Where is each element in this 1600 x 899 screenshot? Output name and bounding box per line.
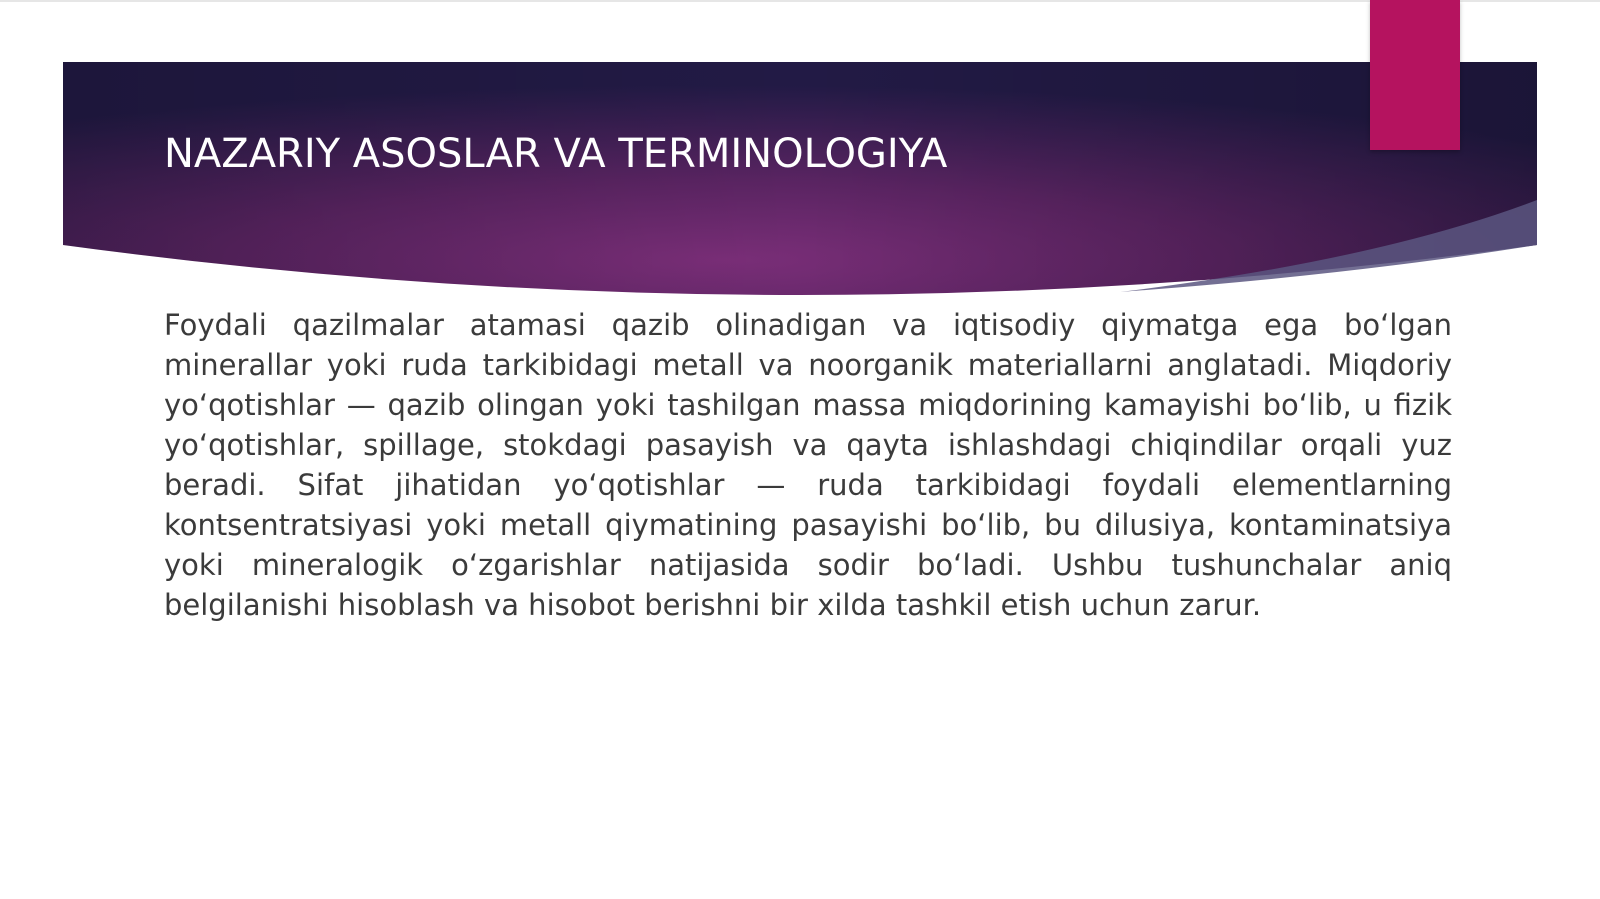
body-paragraph: Foydali qazilmalar atamasi qazib olinadigan va iqtisodiy qiymatga ega boʻlgan minerallar yoki ruda tarkibidagi metall va noorganik materiallarni anglatadi. Miqdoriy yoʻqotishlar — qazib olingan yoki tashilgan massa miqdorining kamayishi boʻlib, u fizik yoʻqotishlar, spillage, stokdagi pasayish va qayta ishlashdagi chiqindilar orqali yuz beradi. Sifat jihatidan yoʻqotishlar — ruda tarkibidagi foydali elementlarning kontsentratsiyasi yoki metall qiymatining pasayishi boʻlib, bu dilusiya, kontaminatsiya yoki mineralogik oʻzgarishlar natijasida sodir boʻladi. Ushbu tushunchalar aniq belgilanishi hisoblash va hisobot berishni bir xilda tashkil etish uchun zarur. (164, 308, 1452, 622)
slide-title: NAZARIY ASOSLAR VA TERMINOLOGIYA (164, 131, 948, 177)
accent-tab (1370, 0, 1460, 150)
